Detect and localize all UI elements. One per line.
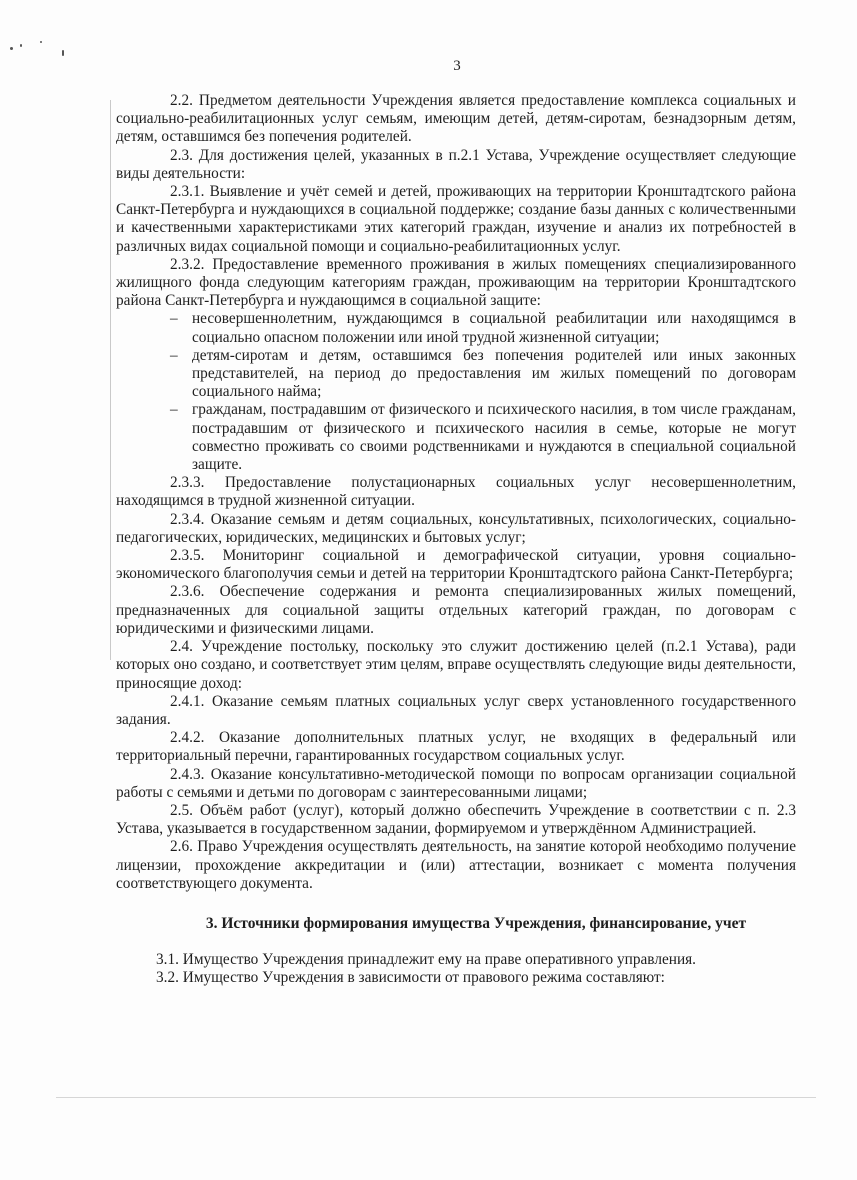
paragraph-2-3: 2.3. Для достижения целей, указанных в п.2.1 Устава, Учреждение осуществляет следующие виды деятельности: <box>116 146 796 182</box>
paragraph-2-3-1: 2.3.1. Выявление и учёт семей и детей, проживающих на территории Кронштадтского района Санкт-Петербурга и нуждающихся в социальной поддержке; создание базы данных с количественными и качественными характеристиками этих категорий граждан, изучение и анализ их потребностей в различных видах социальной помощи и социально-реабилитационных услуг. <box>116 183 796 255</box>
scan-speck <box>10 47 13 50</box>
section-3 <box>116 951 796 987</box>
list-item-text: детям-сиротам и детям, оставшимся без попечения родителей или иных законных представителей, на период до предоставления им жилых помещений по договорам социального найма; <box>192 346 796 401</box>
list-dash: – <box>170 346 178 364</box>
paragraph-2-3-5: 2.3.5. Мониторинг социальной и демографической ситуации, уровня социально-экономического благополучия семьи и детей на территории Кронштадтского района Санкт-Петербурга; <box>116 547 796 583</box>
scan-speck <box>40 41 42 43</box>
paragraph-2-4-3: 2.4.3. Оказание консультативно-методической помощи по вопросам организации социальной работы с семьями и детьми по договорам с заинтересованными лицами; <box>116 765 796 801</box>
section-2-intro <box>116 92 796 310</box>
section-3-heading: 3. Источники формирования имущества Учреждения, финансирование, учет <box>205 914 747 932</box>
paragraph-2-3-3: 2.3.3. Предоставление полустационарных социальных услуг несовершеннолетним, находящимся в трудной жизненной ситуации. <box>116 474 796 510</box>
paragraph-3-2: 3.2. Имущество Учреждения в зависимости от правового режима составляют: <box>156 969 665 987</box>
list-dash: – <box>170 401 178 419</box>
scan-fold-shadow <box>110 100 111 660</box>
beneficiary-list <box>116 310 796 474</box>
paragraph-2-3-2: 2.3.2. Предоставление временного проживания в жилых помещениях специализированного жилищного фонда следующим категориям граждан, проживающим на территории Кронштадтского района Санкт-Петербурга и нуждающимся в социальной защите: <box>116 255 796 310</box>
scan-speck <box>20 44 22 47</box>
paragraph-2-6: 2.6. Право Учреждения осуществлять деятельность, на занятие которой необходимо получение лицензии, прохождение аккредитации и (или) аттестации, возникает с момента получения соответствующего документа. <box>116 838 796 892</box>
paragraph-2-3-6: 2.3.6. Обеспечение содержания и ремонта специализированных жилых помещений, предназначенных для социальной защиты отдельных категорий граждан, по договорам с юридическими и физическими лицами. <box>116 583 796 637</box>
paragraph-2-4-1: 2.4.1. Оказание семьям платных социальных услуг сверх установленного государственного задания. <box>116 692 796 728</box>
scan-speck <box>62 50 64 56</box>
scan-bottom-edge <box>56 1097 816 1098</box>
list-item-text: гражданам, пострадавшим от физического и психического насилия, в том числе гражданам, пострадавшим от физического и психического насилия в семье, которые не могут совместно проживать со своими родственниками и нуждаются в специальной социальной защите. <box>192 401 796 474</box>
list-dash: – <box>170 310 178 328</box>
page-number: 3 <box>453 58 461 74</box>
list-item <box>116 401 796 474</box>
list-item <box>116 310 796 346</box>
paragraph-2-4: 2.4. Учреждение постольку, поскольку это служит достижению целей (п.2.1 Устава), ради которых оно создано, и соответствует этим целям, вправе осуществлять следующие виды деятельности, приносящие доход: <box>116 638 797 692</box>
paragraph-3-1: 3.1. Имущество Учреждения принадлежит ему на праве оперативного управления. <box>156 951 696 969</box>
paragraph-2-5: 2.5. Объём работ (услуг), который должно обеспечить Учреждение в соответствии с п. 2.3 Устава, указывается в государственном задании, формируемом и утверждённом Администрацией. <box>116 801 796 838</box>
document-body <box>116 92 796 988</box>
paragraph-2-4-2: 2.4.2. Оказание дополнительных платных услуг, не входящих в федеральный или территориальный перечни, гарантированных государством социальных услуг. <box>116 729 796 765</box>
list-item <box>116 347 796 402</box>
list-item-text: несовершеннолетним, нуждающимся в социальной реабилитации или находящимся в социально опасном положении или иной трудной жизненной ситуации; <box>192 310 796 346</box>
paragraph-2-3-4: 2.3.4. Оказание семьям и детям социальных, консультативных, психологических, социально-педагогических, юридических, медицинских и бытовых услуг; <box>116 510 796 546</box>
paragraph-2-2: 2.2. Предметом деятельности Учреждения является предоставление комплекса социальных и социально-реабилитационных услуг семьям, имеющим детей, детям-сиротам, безнадзорным детям, детям, оставшимся без попечения родителей. <box>116 92 796 146</box>
section-2-continued <box>116 474 796 893</box>
